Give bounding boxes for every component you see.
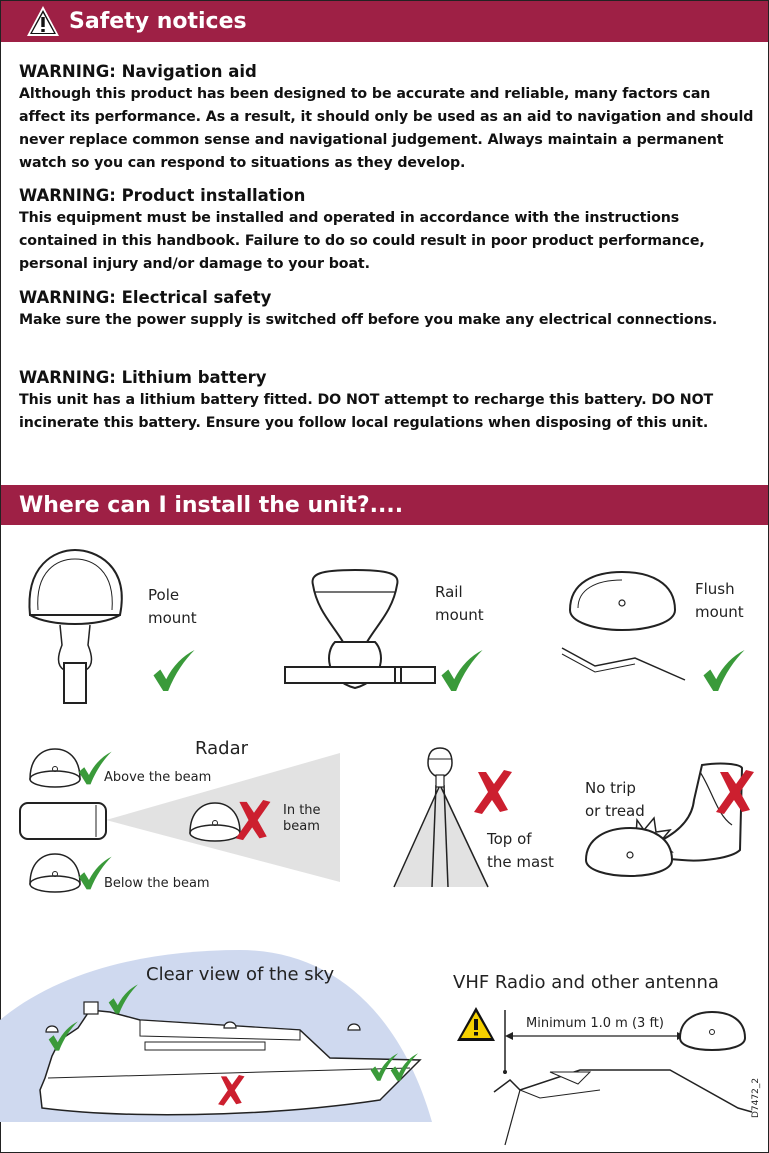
rail-mount-label: Rail mount [435,583,484,624]
dome-above-beam [28,748,82,788]
vhf-boat-illustration [490,1000,760,1145]
flush-mount-illustration [560,570,690,680]
notice-title: WARNING: Navigation aid [19,62,257,81]
mast-illustration [392,745,492,890]
warning-triangle-icon [26,5,60,37]
above-beam-label: Above the beam [104,770,212,785]
cross-icon [472,770,516,816]
cross-icon [218,1075,246,1107]
clear-view-sky-label: Clear view of the sky [146,964,335,985]
dome-below-beam [28,853,82,893]
in-beam-label: In the beam [283,803,321,834]
notice-body: This unit has a lithium battery fitted. DO NOT attempt to recharge this battery. DO NOT incinerate this battery. Ensure you follow local regulations when disposing of this unit. [19,392,714,431]
notice-body: Although this product has been designed to be accurate and reliable, many factors can affect its performance. As a result, it should only be used as an aid to navigation and should never replace common sense and navigational judgement. Always maintain a permanent watch so you can respond to situations as they develop. [19,86,754,171]
install-banner [1,485,768,525]
rail-mount-illustration [285,570,435,695]
check-icon [150,648,200,693]
notice-product-installation [19,185,754,276]
check-icon [390,1052,420,1082]
install-title: Where can I install the unit?.... [19,493,404,518]
check-icon [48,1020,80,1052]
check-icon [700,648,750,693]
pole-mount-illustration [20,545,140,705]
safety-notices-banner [1,1,768,42]
notice-title: WARNING: Product installation [19,186,306,205]
check-icon [438,648,488,693]
minimum-distance-label: Minimum 1.0 m (3 ft) [526,1016,664,1031]
cross-icon [234,800,274,842]
notice-navigation-aid [19,61,754,175]
flush-mount-label: Flush mount [695,580,744,621]
check-icon [108,983,140,1015]
reference-code: D7472_2 [751,1077,761,1118]
vhf-antenna-label: VHF Radio and other antenna [453,972,719,993]
safety-notices-title: Safety notices [69,9,247,34]
notice-electrical-safety [19,287,754,332]
pole-mount-label: Pole mount [148,586,197,627]
notice-body: This equipment must be installed and operated in accordance with the instructions contained in this handbook. Failure to do so could result in poor product performance, personal injury and/or damage to your boat. [19,210,705,272]
no-trip-label: No trip or tread [585,779,645,820]
below-beam-label: Below the beam [104,876,210,891]
radar-label: Radar [195,738,248,759]
notice-lithium-battery [19,367,754,435]
notice-title: WARNING: Electrical safety [19,288,272,307]
top-of-mast-label: Top of the mast [487,830,554,871]
notice-title: WARNING: Lithium battery [19,368,267,387]
cross-icon [716,770,756,816]
notice-body: Make sure the power supply is switched off before you make any electrical connections. [19,312,718,328]
